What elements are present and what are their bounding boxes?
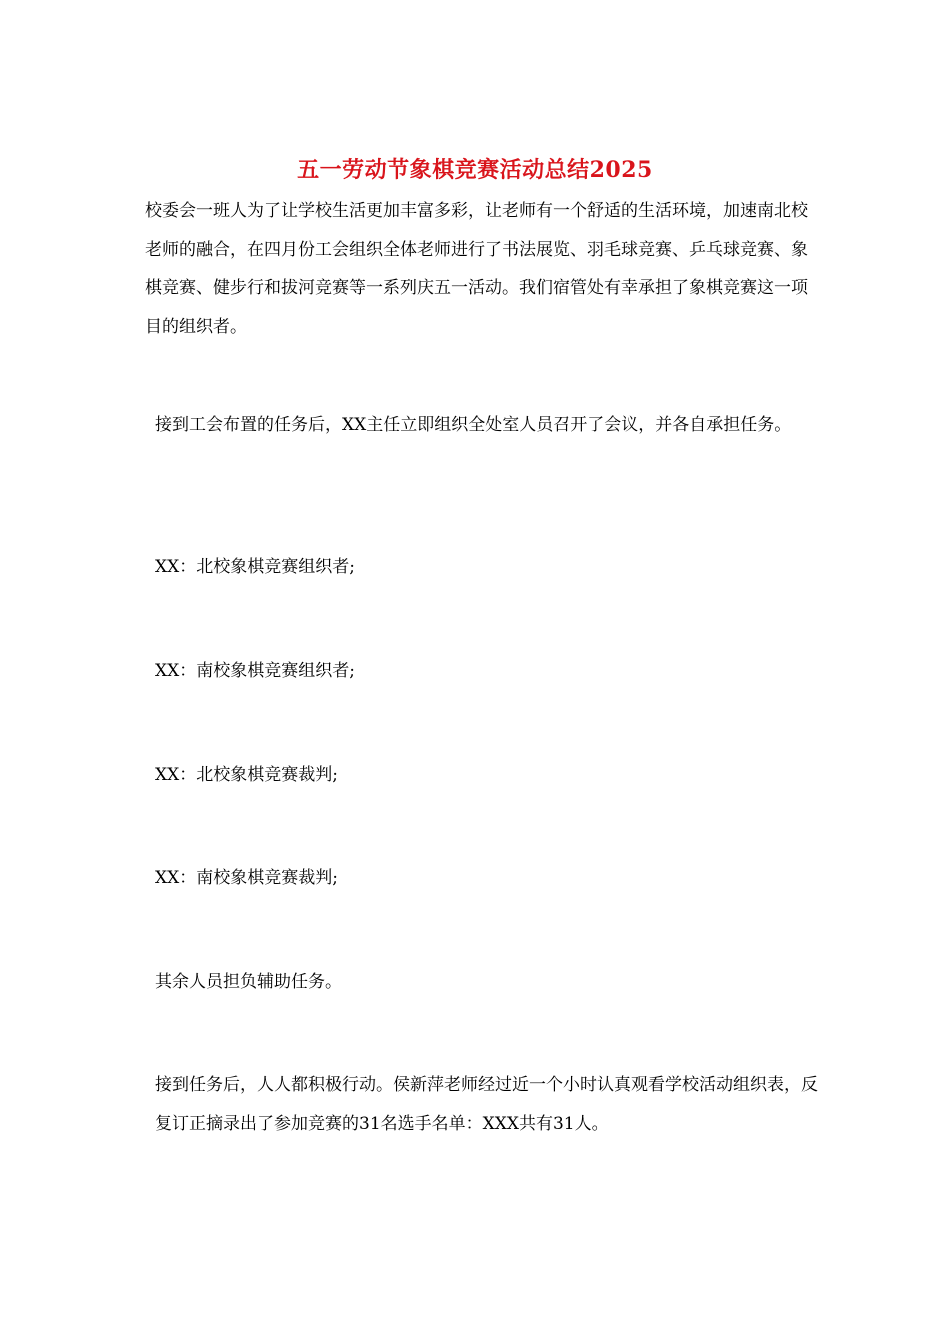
document-title: 五一劳动节象棋竞赛活动总结2025 (297, 157, 653, 183)
paragraph-auxiliary-staff: 其余人员担负辅助任务。 (155, 972, 342, 992)
paragraph-role-north-referee: XX：北校象棋竞赛裁判; (155, 765, 338, 785)
paragraph-task-assignment: 接到工会布置的任务后，XX主任立即组织全处室人员召开了会议，并各自承担任务。 (155, 415, 792, 435)
paragraph-role-north-organizer: XX：北校象棋竞赛组织者; (155, 557, 355, 577)
paragraph-role-south-referee: XX：南校象棋竞赛裁判; (155, 868, 338, 888)
paragraph-intro: 校委会一班人为了让学校生活更加丰富多彩，让老师有一个舒适的生活环境，加速南北校老师的融合，在四月份工会组织全体老师进行了书法展览、羽毛球竞赛、乒乓球竞赛、象棋竞赛、健步行和拔河竞赛等一系列庆五一活动。我们宿管处有幸承担了象棋竞赛这一项目的组织者。 (145, 201, 808, 337)
paragraph-role-south-organizer: XX：南校象棋竞赛组织者; (155, 661, 355, 681)
paragraph-participant-list: 接到任务后，人人都积极行动。侯新萍老师经过近一个小时认真观看学校活动组织表，反复订正摘录出了参加竞赛的31名选手名单：XXX共有31人。 (155, 1075, 818, 1134)
